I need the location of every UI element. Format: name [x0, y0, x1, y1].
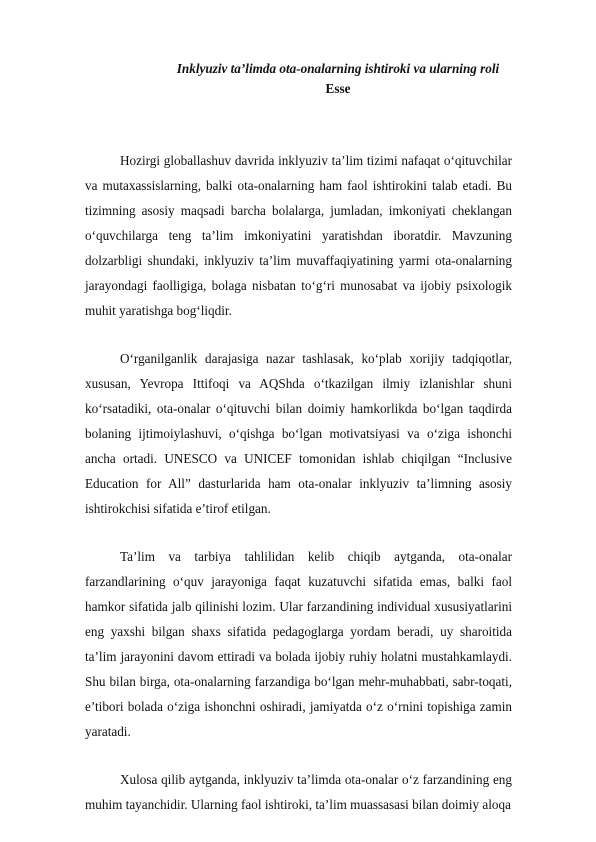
paragraph-1: Hozirgi globallashuv davrida inklyuziv ta’lim tizimi nafaqat o‘qituvchilar va mutaxassislarning, balki ota-onalarning ham faol ishtirokini talab etadi. Bu tizimning asosiy maqsadi barcha bolalarga, jumladan, imkoniyati cheklangan o‘quvchilarga teng ta’lim imkoniyatini yaratishdan iboratdir. Mavzuning dolzarbligi shundaki, inklyuziv ta’lim muvaffaqiyatining yarmi ota-onalarning jarayondagi faolligiga, bolaga nisbatan to‘g‘ri munosabat va ijobiy psixologik muhit yaratishga bog‘liqdir. [85, 153, 512, 318]
paragraph-gap [85, 323, 512, 346]
paragraph-3: Ta’lim va tarbiya tahlilidan kelib chiqib aytganda, ota-onalar farzandlarining o‘quv jarayoniga faqat kuzatuvchi sifatida emas, balki faol hamkor sifatida jalb qilinishi lozim. Ular farzandining individual xususiyatlarini eng yaxshi bilgan shaxs sifatida pedagoglarga yordam beradi, uy sharoitida ta’lim jarayonini davom ettiradi va bolada ijobiy ruhiy holatni mustahkamlaydi. Shu bilan birga, ota-onalarning farzandiga bo‘lgan mehr-muhabbati, sabr-toqati, e’tibori bolada o‘ziga ishonchni oshiradi, jamiyatda o‘z o‘rnini topishiga zamin yaratadi. [85, 549, 512, 739]
paragraph-2: O‘rganilganlik darajasiga nazar tashlasak, ko‘plab xorijiy tadqiqotlar, xususan, Yevropa Ittifoqi va AQShda o‘tkazilgan ilmiy izlanishlar shuni ko‘rsatadiki, ota-onalar o‘qituvchi bilan doimiy hamkorlikda bo‘lgan taqdirda bolaning ijtimoiylashuvi, o‘qishga bo‘lgan motivatsiyasi va o‘ziga ishonchi ancha ortadi. UNESCO va UNICEF tomonidan ishlab chiqilgan “Inclusive Education for All” dasturlarida ham ota-onalar inklyuziv ta’limning asosiy ishtirokchisi sifatida e’tirof etilgan. [85, 351, 512, 516]
document-body [85, 148, 512, 817]
document-title: Inklyuziv ta’limda ota-onalarning ishtiroki va ularning roli [176, 61, 500, 76]
paragraph-gap [85, 521, 512, 544]
document-subtitle: Esse [325, 81, 351, 96]
paragraph-4: Xulosa qilib aytganda, inklyuziv ta’limda ota-onalar o‘z farzandining eng muhim tayanchidir. Ularning faol ishtiroki, ta’lim muassasasi bilan doimiy aloqa [85, 772, 512, 812]
paragraph-gap [85, 744, 512, 767]
